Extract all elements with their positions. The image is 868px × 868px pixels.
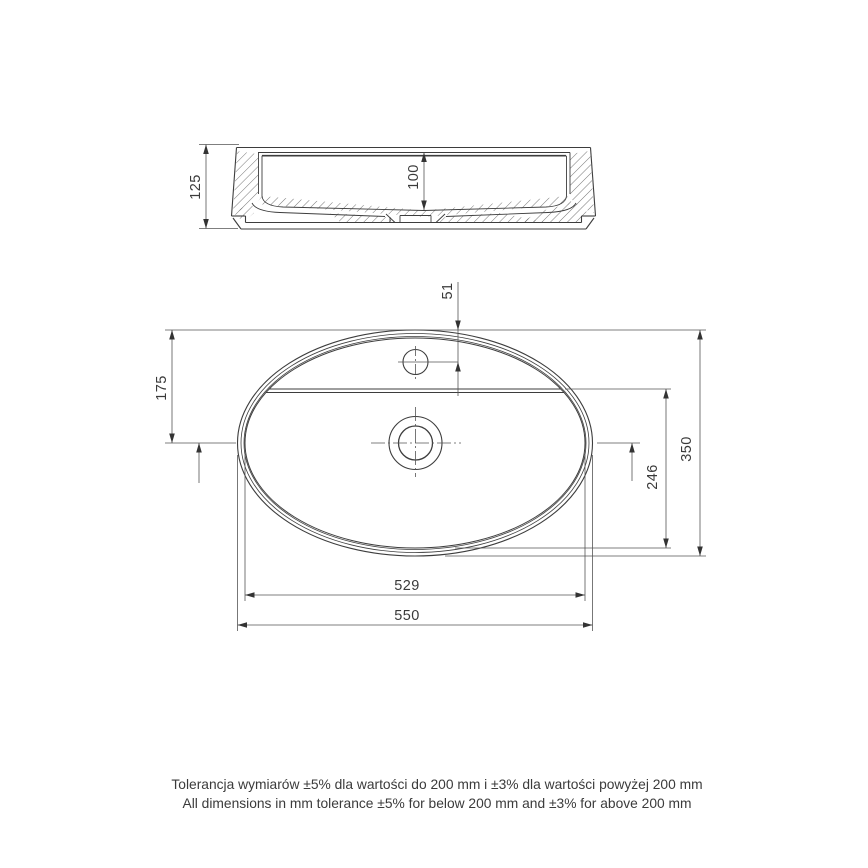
plan-dimensions — [169, 282, 703, 628]
tolerance-note-pl: Tolerancja wymiarów ±5% dla wartości do 200 mm i ±3% dla wartości powyżej 200 mm — [171, 777, 703, 792]
section-height-label: 125 — [188, 174, 205, 200]
tolerance-notes — [171, 777, 702, 811]
faucet-hole — [398, 346, 458, 379]
dim-350 — [697, 330, 703, 556]
drain — [371, 407, 461, 477]
plan-extension-lines — [165, 330, 706, 631]
tap-deck-edge — [266, 389, 564, 393]
plan-faucet-offset-label: 51 — [440, 282, 457, 300]
plan-center-offset-label: 175 — [154, 375, 171, 401]
plan-view — [165, 282, 706, 631]
dim-246 — [663, 389, 669, 548]
dim-175 — [169, 330, 202, 483]
section-depth-label: 100 — [406, 164, 423, 190]
plan-inner-front-label: 246 — [645, 464, 662, 490]
plan-overall-length-label: 550 — [394, 608, 420, 624]
tolerance-note-en: All dimensions in mm tolerance ±5% for below 200 mm and ±3% for above 200 mm — [182, 796, 692, 811]
dim-center-stub — [629, 443, 635, 481]
plan-overall-depth-label: 350 — [679, 436, 696, 462]
plan-inner-length-label: 529 — [394, 578, 420, 594]
